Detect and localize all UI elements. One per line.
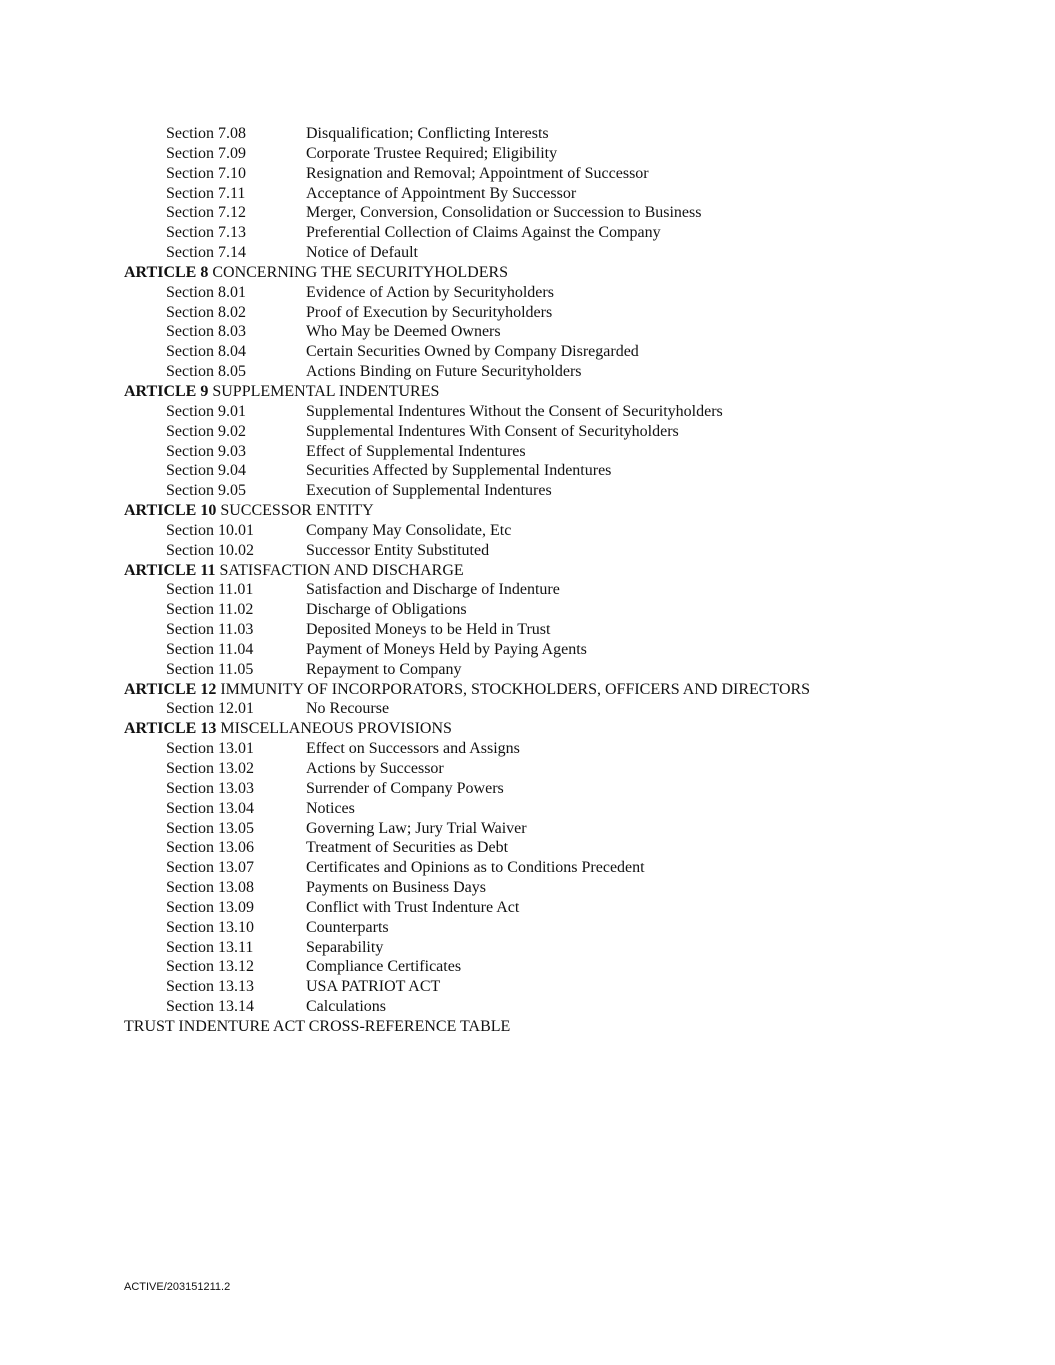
section-number: Section 13.03 (166, 779, 254, 797)
section-number: Section 11.03 (166, 621, 254, 639)
section-number: Section 9.05 (166, 482, 246, 500)
section-number: Section 10.01 (166, 521, 254, 539)
section-number: Section 8.02 (166, 303, 246, 321)
section-number: Section 13.06 (166, 839, 254, 857)
toc-section-entry (124, 322, 1024, 342)
toc-section-entry (124, 997, 1024, 1017)
toc-section-entry (124, 977, 1024, 997)
toc-section-entry (124, 223, 1024, 243)
toc-section-entry (124, 779, 1024, 799)
section-title: Execution of Supplemental Indentures (306, 482, 552, 500)
section-title: Compliance Certificates (306, 958, 462, 976)
toc-section-entry (124, 799, 1024, 819)
section-title: No Recourse (306, 700, 390, 718)
toc-section-entry (124, 957, 1024, 977)
section-title: Effect on Successors and Assigns (306, 740, 520, 758)
section-title: Discharge of Obligations (306, 601, 467, 619)
toc-section-entry (124, 422, 1024, 442)
toc-section-entry (124, 660, 1024, 680)
section-title: Supplemental Indentures With Consent of Securityholders (306, 422, 679, 440)
toc-section-entry (124, 541, 1024, 561)
section-number: Section 13.01 (166, 740, 254, 758)
toc-section-entry (124, 521, 1024, 541)
toc-section-entry (124, 164, 1024, 184)
toc-section-entry (124, 442, 1024, 462)
section-number: Section 9.02 (166, 422, 246, 440)
toc-section-entry (124, 878, 1024, 898)
section-number: Section 13.12 (166, 958, 254, 976)
article-title: MISCELLANEOUS PROVISIONS (216, 720, 452, 738)
section-number: Section 12.01 (166, 700, 254, 718)
article-title: SUPPLEMENTAL INDENTURES (208, 382, 440, 400)
section-title: Merger, Conversion, Consolidation or Succession to Business (306, 204, 702, 222)
section-title: Notices (306, 799, 355, 817)
section-title: Governing Law; Jury Trial Waiver (306, 819, 527, 837)
toc-section-entry (124, 640, 1024, 660)
section-title: Treatment of Securities as Debt (306, 839, 509, 857)
section-title: Proof of Execution by Securityholders (306, 303, 553, 321)
section-title: Corporate Trustee Required; Eligibility (306, 144, 558, 162)
toc-section-entry (124, 184, 1024, 204)
toc-section-entry (124, 342, 1024, 362)
toc-article-heading (124, 501, 1024, 521)
section-number: Section 11.01 (166, 581, 254, 599)
toc-section-entry (124, 838, 1024, 858)
section-title: Actions Binding on Future Securityholders (306, 363, 582, 381)
section-number: Section 13.08 (166, 879, 254, 897)
section-title: Satisfaction and Discharge of Indenture (306, 581, 560, 599)
section-number: Section 13.07 (166, 859, 254, 877)
toc-section-entry (124, 938, 1024, 958)
article-label: ARTICLE 9 (124, 382, 209, 400)
section-title: Who May be Deemed Owners (306, 323, 501, 341)
section-title: Supplemental Indentures Without the Consent of Securityholders (306, 402, 723, 420)
section-title: Payments on Business Days (306, 879, 486, 897)
section-number: Section 13.04 (166, 799, 254, 817)
section-title: Calculations (306, 998, 386, 1016)
section-title: Successor Entity Substituted (306, 541, 490, 559)
section-number: Section 8.03 (166, 323, 246, 341)
section-title: Actions by Successor (306, 760, 444, 777)
section-number: Section 13.05 (166, 819, 254, 837)
table-of-contents (124, 124, 1024, 1037)
section-number: Section 7.12 (166, 204, 246, 222)
article-title: IMMUNITY OF INCORPORATORS, STOCKHOLDERS, OFFICERS AND DIRECTORS (216, 680, 811, 698)
article-title: SUCCESSOR ENTITY (216, 502, 374, 520)
section-title: Separability (306, 938, 384, 956)
section-title: Certificates and Opinions as to Conditions Precedent (306, 859, 645, 877)
section-title: Effect of Supplemental Indentures (306, 442, 526, 460)
toc-section-entry (124, 898, 1024, 918)
toc-section-entry (124, 739, 1024, 759)
section-title: Acceptance of Appointment By Successor (306, 184, 577, 202)
article-title: CONCERNING THE SECURITYHOLDERS (208, 263, 509, 281)
article-label: ARTICLE 13 (124, 720, 217, 738)
section-number: Section 11.02 (166, 601, 254, 619)
section-title: Surrender of Company Powers (306, 779, 504, 797)
toc-section-entry (124, 283, 1024, 303)
toc-section-entry (124, 144, 1024, 164)
section-title: Securities Affected by Supplemental Indentures (306, 462, 612, 480)
plain-entry-title: TRUST INDENTURE ACT CROSS-REFERENCE TABLE (124, 1017, 511, 1035)
article-label: ARTICLE 8 (124, 263, 209, 281)
footer-doc-id: ACTIVE/203151211.2 (124, 1281, 231, 1293)
section-title: USA PATRIOT ACT (306, 978, 441, 996)
section-title: Company May Consolidate, Etc (306, 521, 512, 539)
section-title: Certain Securities Owned by Company Disregarded (306, 343, 639, 361)
section-number: Section 7.08 (166, 125, 246, 142)
toc-article-heading (124, 561, 1024, 581)
section-title: Disqualification; Conflicting Interests (306, 125, 549, 142)
toc-section-entry (124, 600, 1024, 620)
toc-section-entry (124, 203, 1024, 223)
section-number: Section 8.04 (166, 343, 246, 361)
toc-section-entry (124, 402, 1024, 422)
section-title: Repayment to Company (306, 660, 462, 678)
toc-section-entry (124, 461, 1024, 481)
article-label: ARTICLE 11 (124, 561, 216, 579)
toc-section-entry (124, 580, 1024, 600)
toc-section-entry (124, 699, 1024, 719)
section-number: Section 8.05 (166, 363, 246, 381)
toc-section-entry (124, 362, 1024, 382)
section-title: Deposited Moneys to be Held in Trust (306, 621, 551, 639)
section-number: Section 7.11 (166, 184, 246, 202)
section-number: Section 7.13 (166, 224, 246, 242)
section-number: Section 9.04 (166, 462, 246, 480)
section-title: Evidence of Action by Securityholders (306, 283, 554, 301)
section-number: Section 9.01 (166, 402, 246, 420)
section-title: Resignation and Removal; Appointment of Successor (306, 164, 649, 182)
section-number: Section 13.09 (166, 898, 254, 916)
section-number: Section 7.09 (166, 144, 246, 162)
article-label: ARTICLE 12 (124, 680, 217, 698)
toc-article-heading (124, 680, 1024, 700)
section-title: Payment of Moneys Held by Paying Agents (306, 640, 587, 658)
toc-article-heading (124, 382, 1024, 402)
section-number: Section 7.10 (166, 164, 246, 182)
toc-section-entry (124, 819, 1024, 839)
section-number: Section 13.02 (166, 760, 254, 777)
toc-section-entry (124, 481, 1024, 501)
toc-section-entry (124, 918, 1024, 938)
section-number: Section 13.11 (166, 938, 254, 956)
section-number: Section 11.04 (166, 640, 254, 658)
section-number: Section 13.13 (166, 978, 254, 996)
toc-section-entry (124, 303, 1024, 323)
section-title: Counterparts (306, 918, 389, 936)
toc-article-heading (124, 263, 1024, 283)
toc-section-entry (124, 759, 1024, 779)
section-number: Section 13.14 (166, 998, 254, 1016)
toc-section-entry (124, 243, 1024, 263)
section-title: Conflict with Trust Indenture Act (306, 898, 520, 916)
article-title: SATISFACTION AND DISCHARGE (215, 561, 464, 579)
section-number: Section 13.10 (166, 918, 254, 936)
section-number: Section 9.03 (166, 442, 246, 460)
toc-section-entry (124, 124, 1024, 144)
toc-plain-entry (124, 1017, 1024, 1037)
toc-section-entry (124, 620, 1024, 640)
section-number: Section 7.14 (166, 244, 246, 262)
section-title: Notice of Default (306, 244, 418, 262)
toc-section-entry (124, 858, 1024, 878)
toc-article-heading (124, 719, 1024, 739)
section-number: Section 10.02 (166, 541, 254, 559)
section-title: Preferential Collection of Claims Against the Company (306, 224, 661, 242)
article-label: ARTICLE 10 (124, 502, 217, 520)
section-number: Section 8.01 (166, 283, 246, 301)
section-number: Section 11.05 (166, 660, 254, 678)
